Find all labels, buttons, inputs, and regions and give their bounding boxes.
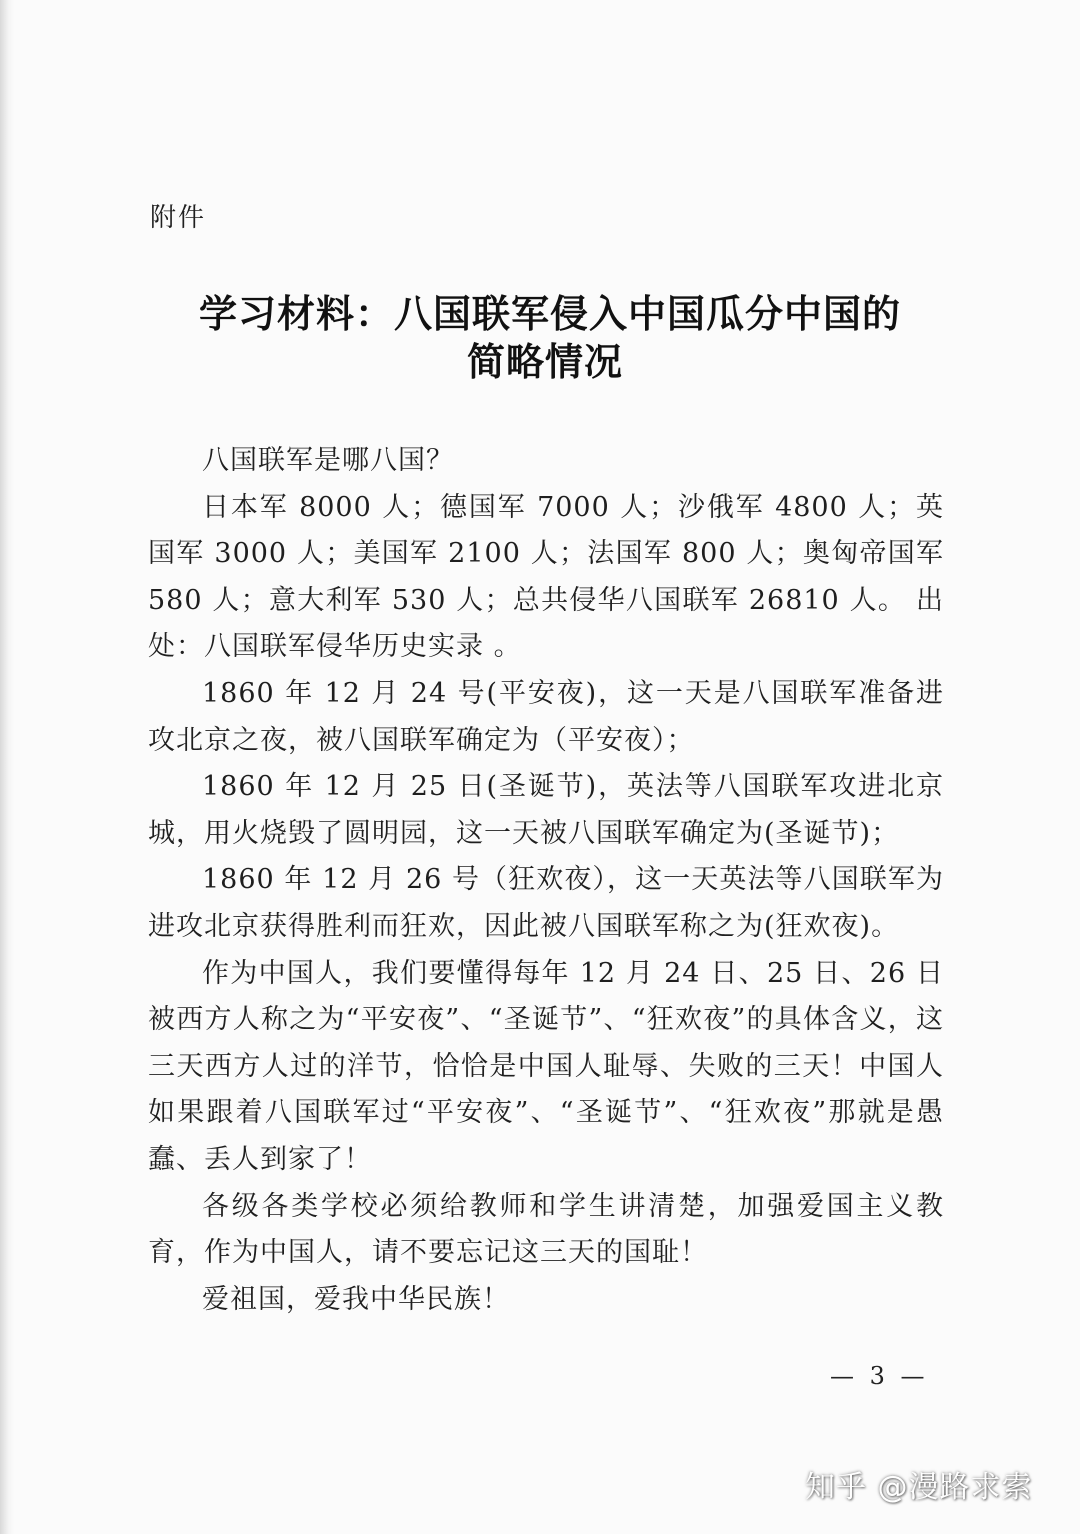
paragraph-dec-24: 1860 年 12 月 24 号(平安夜)，这一天是八国联军准备进攻北京之夜，被八国联军确定为（平安夜）； (148, 677, 944, 756)
attachment-label: 附件 (150, 203, 207, 233)
document-body (148, 438, 944, 1323)
page-number: — 3 — (830, 1362, 929, 1390)
paragraph-troop-numbers: 日本军 8000 人；德国军 7000 人；沙俄军 4800 人；英国军 3000 人；美国军 2100 人；法国军 800 人；奥匈帝国军 580 人；意大利军 530 人；总共侵华八国联军 26810 人。 出处：八国联军侵华历史实录 。 (148, 491, 944, 663)
watermark: 知乎 @漫路求索 (805, 1470, 1033, 1505)
paragraph-question: 八国联军是哪八国？ (202, 445, 454, 476)
paragraph-closing: 爱祖国，爱我中华民族！ (202, 1283, 510, 1315)
document-title-line-1: 学习材料：八国联军侵入中国瓜分中国的 (198, 292, 901, 336)
paragraph-meaning: 作为中国人，我们要懂得每年 12 月 24 日、25 日、26 日被西方人称之为“平安夜”、“圣诞节”、“狂欢夜”的具体含义，这三天西方人过的洋节，恰恰是中国人耻辱、失败的三天！中国人如果跟着八国联军过“平安夜”、“圣诞节”、“狂欢夜”那就是愚蠢、丢人到家了！ (148, 957, 944, 1175)
document-title-line-2: 简略情况 (466, 340, 623, 384)
page-edge-shadow (0, 0, 14, 1534)
paragraph-dec-25: 1860 年 12 月 25 日(圣诞节)，英法等八国联军攻进北京城，用火烧毁了圆明园，这一天被八国联军确定为(圣诞节)； (148, 771, 944, 849)
paragraph-schools: 各级各类学校必须给教师和学生讲清楚，加强爱国主义教育，作为中国人，请不要忘记这三天的国耻！ (148, 1190, 944, 1269)
paragraph-dec-26: 1860 年 12 月 26 号（狂欢夜），这一天英法等八国联军为进攻北京获得胜利而狂欢，因此被八国联军称之为(狂欢夜)。 (148, 864, 944, 942)
